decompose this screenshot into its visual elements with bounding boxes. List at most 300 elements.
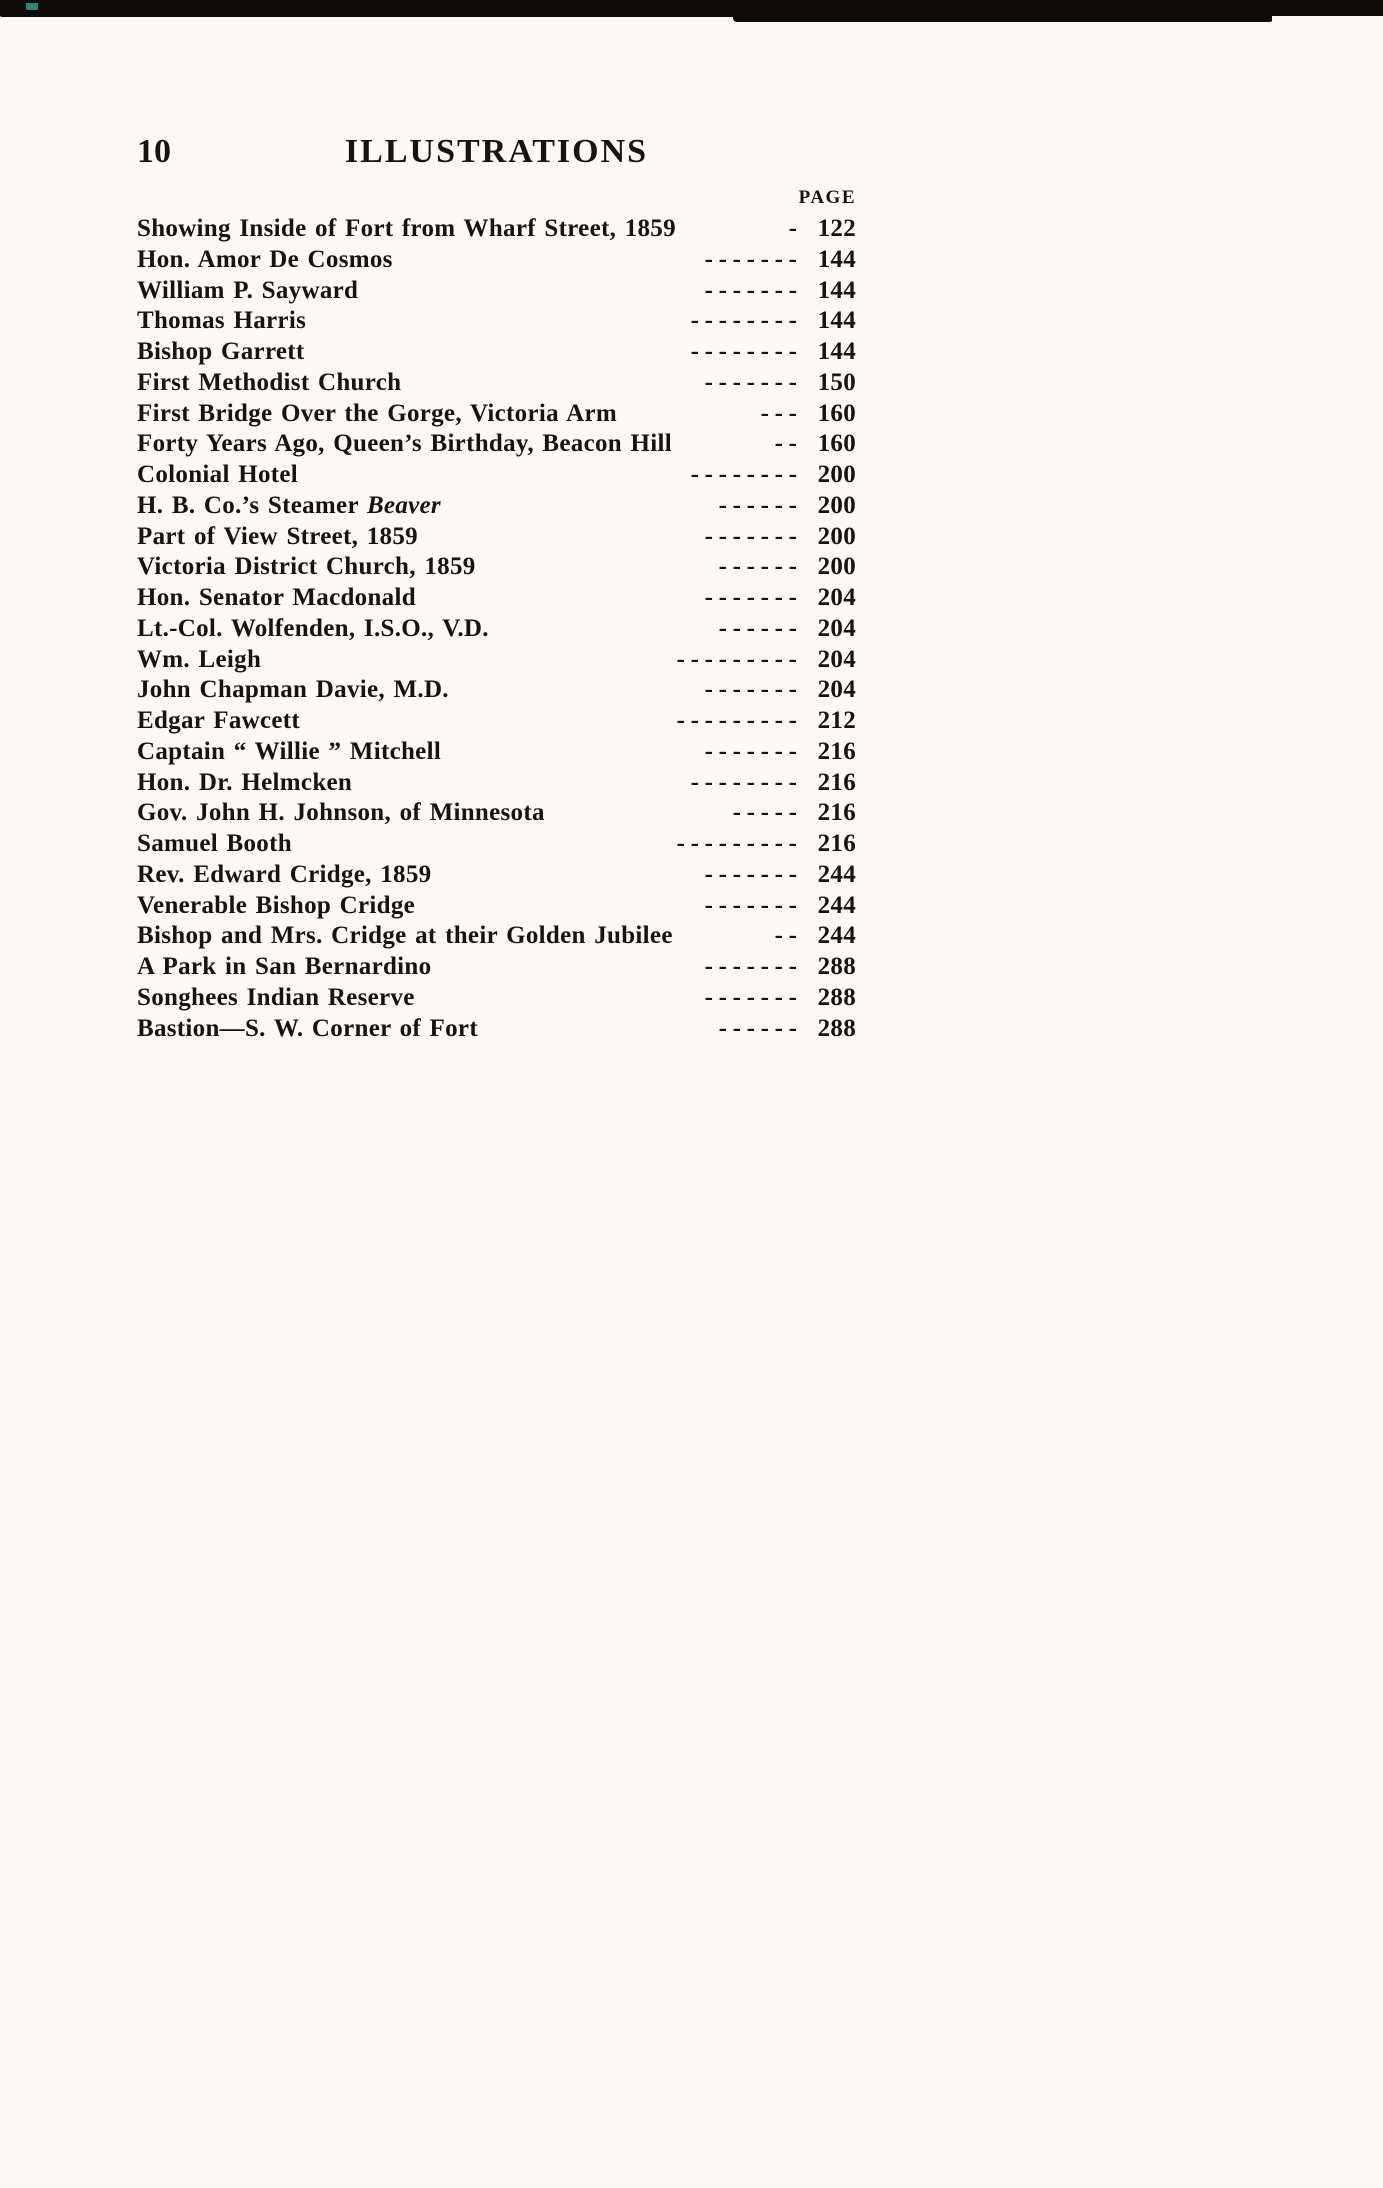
- illustration-entry: [137, 614, 856, 645]
- entry-leader: [702, 522, 800, 553]
- leader-dash: -: [718, 276, 728, 304]
- leader-dash: -: [746, 614, 756, 642]
- leader-dash: -: [760, 491, 770, 519]
- entry-page-number: 204: [817, 645, 856, 673]
- entry-title-wrap: [137, 952, 431, 983]
- scan-bar-segment: [0, 12, 747, 17]
- leader-dash: -: [774, 553, 784, 581]
- entry-title-wrap: [137, 675, 449, 706]
- entry-title-wrap: [137, 399, 617, 430]
- entry-title: Hon. Senator Macdonald: [137, 584, 416, 611]
- leader-dash: -: [774, 983, 784, 1011]
- leader-dash: -: [732, 737, 742, 765]
- entry-title: Lt.-Col. Wolfenden, I.S.O., V.D.: [137, 614, 489, 642]
- leader-dash: -: [746, 368, 756, 396]
- leader-dash: -: [774, 799, 784, 827]
- entry-page-number: 204: [817, 676, 856, 704]
- leader-dash: -: [774, 338, 784, 365]
- leader-dash: -: [704, 584, 714, 611]
- leader-dash: -: [718, 1014, 728, 1042]
- leader-dash: -: [732, 368, 742, 396]
- leader-dash: -: [774, 676, 784, 704]
- leader-dash: -: [746, 491, 756, 519]
- entry-leader: [786, 214, 800, 245]
- illustration-entry: [137, 306, 856, 337]
- leader-dash: -: [760, 891, 770, 919]
- entry-title-wrap: [137, 583, 416, 614]
- entry-title: Venerable Bishop Cridge: [137, 891, 416, 919]
- entry-leader: [716, 491, 800, 522]
- leader-dash: -: [718, 368, 728, 396]
- leader-dash: -: [774, 891, 784, 919]
- leader-dash: -: [788, 522, 798, 550]
- leader-dash: -: [774, 1014, 784, 1042]
- leader-dash: -: [746, 799, 756, 827]
- leader-dash: -: [718, 614, 728, 642]
- leader-dash: -: [690, 707, 700, 734]
- entry-leader: [674, 829, 800, 860]
- leader-dash: -: [788, 891, 798, 919]
- leader-dash: -: [704, 830, 714, 857]
- illustration-entry: [137, 552, 856, 583]
- leader-dash: -: [704, 645, 714, 673]
- entry-title-italic: Beaver: [366, 491, 441, 519]
- page-header: [137, 133, 856, 173]
- leader-dash: -: [760, 860, 770, 888]
- entry-leader: [702, 245, 800, 276]
- leader-dash: -: [732, 983, 742, 1011]
- entry-title-wrap: [137, 552, 476, 583]
- leader-dash: -: [718, 491, 728, 519]
- leader-dash: -: [746, 737, 756, 765]
- entry-leader: [702, 860, 800, 891]
- leader-dash: -: [718, 737, 728, 765]
- entry-page-number: 212: [817, 707, 856, 734]
- entry-title-wrap: [137, 1014, 478, 1045]
- illustration-entry: [137, 522, 856, 553]
- entry-title-wrap: [137, 983, 415, 1014]
- entry-title: Gov. John H. Johnson, of Minnesota: [137, 799, 545, 827]
- entry-page-number: 200: [817, 553, 856, 581]
- leader-dash: -: [718, 953, 728, 980]
- entry-title: Bishop and Mrs. Cridge at their Golden Jubilee: [137, 922, 673, 950]
- entry-leader: [772, 921, 800, 952]
- leader-dash: -: [732, 1014, 742, 1042]
- illustration-entry: [137, 460, 856, 491]
- scan-bar-segment: [1259, 12, 1383, 16]
- scan-artifact-top-bar: [0, 0, 1383, 28]
- illustration-entry: [137, 675, 856, 706]
- leader-dash: -: [718, 860, 728, 888]
- entry-title-wrap: [137, 214, 676, 245]
- entry-leader: [702, 583, 800, 614]
- leader-dash: -: [732, 307, 742, 335]
- entry-title-wrap: [137, 829, 292, 860]
- leader-dash: -: [788, 307, 798, 335]
- leader-dash: -: [788, 707, 798, 734]
- leader-dash: -: [774, 645, 784, 673]
- leader-dash: -: [774, 830, 784, 857]
- leader-dash: -: [788, 614, 798, 642]
- leader-dash: -: [788, 584, 798, 611]
- leader-dash: -: [732, 891, 742, 919]
- leader-dash: -: [760, 553, 770, 581]
- entry-title-wrap: [137, 706, 300, 737]
- illustration-entry: [137, 737, 856, 768]
- illustration-entry: [137, 399, 856, 430]
- entry-title: A Park in San Bernardino: [137, 953, 432, 980]
- entry-leader: [702, 675, 800, 706]
- leader-dash: -: [718, 676, 728, 704]
- entry-title-wrap: [137, 460, 298, 491]
- entry-page-number: 216: [817, 737, 856, 765]
- leader-dash: -: [718, 983, 728, 1011]
- leader-dash: -: [732, 553, 742, 581]
- leader-dash: -: [690, 830, 700, 857]
- leader-dash: -: [718, 307, 728, 335]
- leader-dash: -: [774, 737, 784, 765]
- entry-leader: [772, 429, 800, 460]
- leader-dash: -: [760, 614, 770, 642]
- illustrations-list: [137, 214, 856, 1044]
- illustration-entry: [137, 798, 856, 829]
- entry-title-wrap: [137, 768, 352, 799]
- leader-dash: -: [788, 215, 798, 242]
- leader-dash: -: [774, 276, 784, 304]
- illustration-entry: [137, 276, 856, 307]
- entry-title-wrap: [137, 921, 673, 952]
- entry-title: Forty Years Ago, Queen’s Birthday, Beacon Hill: [137, 430, 673, 458]
- entry-title-wrap: [137, 737, 441, 768]
- entry-title-wrap: [137, 522, 418, 553]
- entry-title: Wm. Leigh: [137, 645, 262, 673]
- entry-title-wrap: [137, 368, 401, 399]
- entry-title: Victoria District Church, 1859: [137, 553, 476, 581]
- leader-dash: -: [788, 799, 798, 827]
- entry-page-number: 204: [817, 584, 856, 611]
- leader-dash: -: [732, 830, 742, 857]
- leader-dash: -: [718, 245, 728, 273]
- leader-dash: -: [732, 461, 742, 488]
- leader-dash: -: [746, 338, 756, 365]
- entry-page-number: 204: [817, 614, 856, 642]
- leader-dash: -: [760, 522, 770, 550]
- illustration-entry: [137, 429, 856, 460]
- leader-dash: -: [746, 983, 756, 1011]
- entry-leader: [716, 614, 800, 645]
- leader-dash: -: [732, 799, 742, 827]
- entry-title: Edgar Fawcett: [137, 707, 301, 734]
- leader-dash: -: [760, 399, 770, 427]
- leader-dash: -: [676, 830, 686, 857]
- leader-dash: -: [760, 338, 770, 365]
- illustration-entry: [137, 829, 856, 860]
- leader-dash: -: [732, 245, 742, 273]
- entry-title: William P. Sayward: [137, 276, 359, 304]
- leader-dash: -: [774, 922, 784, 950]
- leader-dash: -: [704, 860, 714, 888]
- entry-title: Samuel Booth: [137, 830, 292, 857]
- leader-dash: -: [746, 830, 756, 857]
- leader-dash: -: [788, 461, 798, 488]
- leader-dash: -: [704, 307, 714, 335]
- leader-dash: -: [746, 953, 756, 980]
- entry-title: Part of View Street, 1859: [137, 522, 418, 550]
- leader-dash: -: [704, 522, 714, 550]
- entry-title-wrap: [137, 860, 431, 891]
- leader-dash: -: [718, 553, 728, 581]
- leader-dash: -: [774, 768, 784, 796]
- leader-dash: -: [788, 430, 798, 458]
- leader-dash: -: [718, 830, 728, 857]
- leader-dash: -: [760, 983, 770, 1011]
- leader-dash: -: [774, 707, 784, 734]
- illustration-entry: [137, 952, 856, 983]
- entry-title: Bishop Garrett: [137, 338, 305, 365]
- leader-dash: -: [774, 953, 784, 980]
- entry-title: Thomas Harris: [137, 307, 307, 335]
- leader-dash: -: [718, 707, 728, 734]
- illustration-entry: [137, 583, 856, 614]
- entry-title-wrap: [137, 614, 489, 645]
- entry-page-number: 200: [817, 522, 856, 550]
- entry-title-wrap: [137, 245, 393, 276]
- entry-title: Hon. Amor De Cosmos: [137, 245, 393, 273]
- leader-dash: -: [760, 245, 770, 273]
- illustration-entry: [137, 891, 856, 922]
- entry-title: First Methodist Church: [137, 368, 402, 396]
- entry-title: Rev. Edward Cridge, 1859: [137, 860, 432, 888]
- entry-title-wrap: [137, 798, 545, 829]
- leader-dash: -: [774, 584, 784, 611]
- illustration-entry: [137, 645, 856, 676]
- leader-dash: -: [774, 430, 784, 458]
- entry-page-number: 144: [817, 307, 856, 335]
- leader-dash: -: [760, 676, 770, 704]
- entry-leader: [688, 460, 800, 491]
- leader-dash: -: [788, 645, 798, 673]
- entry-page-number: 200: [817, 461, 856, 488]
- leader-dash: -: [774, 522, 784, 550]
- entry-title: First Bridge Over the Gorge, Victoria Arm: [137, 399, 617, 427]
- leader-dash: -: [774, 860, 784, 888]
- leader-dash: -: [704, 368, 714, 396]
- leader-dash: -: [760, 276, 770, 304]
- entry-title-wrap: [137, 429, 672, 460]
- leader-dash: -: [746, 860, 756, 888]
- entry-page-number: 288: [817, 983, 856, 1011]
- entry-leader: [716, 552, 800, 583]
- entry-page-number: 216: [817, 799, 856, 827]
- leader-dash: -: [690, 307, 700, 335]
- illustration-entry: [137, 983, 856, 1014]
- illustration-entry: [137, 337, 856, 368]
- leader-dash: -: [704, 245, 714, 273]
- leader-dash: -: [718, 891, 728, 919]
- entry-title: H. B. Co.’s Steamer: [137, 491, 367, 519]
- leader-dash: -: [760, 768, 770, 796]
- leader-dash: -: [760, 1014, 770, 1042]
- leader-dash: -: [788, 368, 798, 396]
- entry-title: Hon. Dr. Helmcken: [137, 768, 353, 796]
- leader-dash: -: [788, 338, 798, 365]
- leader-dash: -: [788, 553, 798, 581]
- entry-title-wrap: [137, 337, 305, 368]
- leader-dash: -: [788, 399, 798, 427]
- leader-dash: -: [774, 614, 784, 642]
- leader-dash: -: [746, 522, 756, 550]
- leader-dash: -: [718, 768, 728, 796]
- leader-dash: -: [718, 584, 728, 611]
- leader-dash: -: [774, 245, 784, 273]
- entry-title: Songhees Indian Reserve: [137, 983, 415, 1011]
- leader-dash: -: [746, 553, 756, 581]
- leader-dash: -: [760, 307, 770, 335]
- folio-page-number: 10: [137, 133, 171, 170]
- page-title: ILLUSTRATIONS: [344, 133, 649, 170]
- leader-dash: -: [774, 461, 784, 488]
- illustration-entry: [137, 860, 856, 891]
- illustration-entry: [137, 1014, 856, 1045]
- leader-dash: -: [676, 645, 686, 673]
- entry-title: Captain “ Willie ” Mitchell: [137, 737, 442, 765]
- entry-page-number: 288: [817, 953, 856, 980]
- leader-dash: -: [704, 338, 714, 365]
- leader-dash: -: [788, 922, 798, 950]
- entry-title-wrap: [137, 276, 358, 307]
- leader-dash: -: [732, 584, 742, 611]
- illustration-entry: [137, 706, 856, 737]
- leader-dash: -: [746, 584, 756, 611]
- leader-dash: -: [760, 368, 770, 396]
- entry-leader: [688, 306, 800, 337]
- leader-dash: -: [732, 676, 742, 704]
- leader-dash: -: [746, 645, 756, 673]
- leader-dash: -: [746, 676, 756, 704]
- entry-page-number: 200: [817, 491, 856, 519]
- leader-dash: -: [788, 830, 798, 857]
- entry-page-number: 144: [817, 276, 856, 304]
- page-content: [137, 133, 856, 1044]
- illustration-entry: [137, 245, 856, 276]
- leader-dash: -: [774, 399, 784, 427]
- leader-dash: -: [704, 707, 714, 734]
- leader-dash: -: [746, 461, 756, 488]
- leader-dash: -: [760, 584, 770, 611]
- entry-leader: [702, 368, 800, 399]
- entry-leader: [674, 706, 800, 737]
- leader-dash: -: [732, 768, 742, 796]
- leader-dash: -: [732, 953, 742, 980]
- entry-page-number: 244: [817, 922, 856, 950]
- illustration-entry: [137, 921, 856, 952]
- entry-leader: [688, 768, 800, 799]
- illustration-entry: [137, 768, 856, 799]
- leader-dash: -: [718, 461, 728, 488]
- entry-leader: [702, 276, 800, 307]
- entry-page-number: 244: [817, 891, 856, 919]
- leader-dash: -: [788, 676, 798, 704]
- entry-page-number: 150: [817, 368, 856, 396]
- page-column-label: PAGE: [798, 187, 856, 208]
- leader-dash: -: [746, 707, 756, 734]
- leader-dash: -: [746, 245, 756, 273]
- leader-dash: -: [690, 768, 700, 796]
- leader-dash: -: [760, 799, 770, 827]
- entry-title: Bastion—S. W. Corner of Fort: [137, 1014, 478, 1042]
- entry-page-number: 160: [817, 399, 856, 427]
- leader-dash: -: [788, 860, 798, 888]
- leader-dash: -: [774, 491, 784, 519]
- leader-dash: -: [788, 491, 798, 519]
- leader-dash: -: [788, 737, 798, 765]
- entry-title: John Chapman Davie, M.D.: [137, 676, 449, 704]
- scan-bar-segment: [733, 12, 1272, 22]
- leader-dash: -: [774, 368, 784, 396]
- leader-dash: -: [676, 707, 686, 734]
- leader-dash: -: [732, 645, 742, 673]
- leader-dash: -: [690, 338, 700, 365]
- entry-leader: [716, 1014, 800, 1045]
- entry-leader: [702, 891, 800, 922]
- entry-page-number: 216: [817, 768, 856, 796]
- entry-leader: [702, 952, 800, 983]
- entry-page-number: 288: [817, 1014, 856, 1042]
- leader-dash: -: [732, 614, 742, 642]
- entry-page-number: 216: [817, 830, 856, 857]
- entry-page-number: 244: [817, 860, 856, 888]
- leader-dash: -: [746, 276, 756, 304]
- scan-speck: [26, 3, 38, 10]
- leader-dash: -: [732, 491, 742, 519]
- entry-leader: [730, 798, 800, 829]
- leader-dash: -: [704, 461, 714, 488]
- leader-dash: -: [704, 768, 714, 796]
- leader-dash: -: [760, 737, 770, 765]
- leader-dash: -: [690, 645, 700, 673]
- leader-dash: -: [732, 860, 742, 888]
- entry-title-wrap: [137, 891, 415, 922]
- leader-dash: -: [760, 707, 770, 734]
- leader-dash: -: [760, 830, 770, 857]
- entry-leader: [688, 337, 800, 368]
- leader-dash: -: [704, 891, 714, 919]
- leader-dash: -: [732, 522, 742, 550]
- leader-dash: -: [760, 645, 770, 673]
- leader-dash: -: [718, 522, 728, 550]
- leader-dash: -: [704, 676, 714, 704]
- leader-dash: -: [788, 245, 798, 273]
- entry-title-wrap: [137, 645, 261, 676]
- entry-page-number: 144: [817, 338, 856, 365]
- leader-dash: -: [746, 891, 756, 919]
- entry-title: Showing Inside of Fort from Wharf Street, 1859: [137, 215, 676, 242]
- leader-dash: -: [704, 953, 714, 980]
- leader-dash: -: [690, 461, 700, 488]
- entry-title: Colonial Hotel: [137, 461, 299, 488]
- leader-dash: -: [718, 645, 728, 673]
- leader-dash: -: [732, 276, 742, 304]
- leader-dash: -: [760, 953, 770, 980]
- scan-bar-segment: [0, 0, 1383, 12]
- entry-title-wrap: [137, 306, 306, 337]
- leader-dash: -: [788, 983, 798, 1011]
- entry-leader: [758, 399, 800, 430]
- leader-dash: -: [732, 707, 742, 734]
- leader-dash: -: [746, 768, 756, 796]
- leader-dash: -: [746, 1014, 756, 1042]
- entry-leader: [674, 645, 800, 676]
